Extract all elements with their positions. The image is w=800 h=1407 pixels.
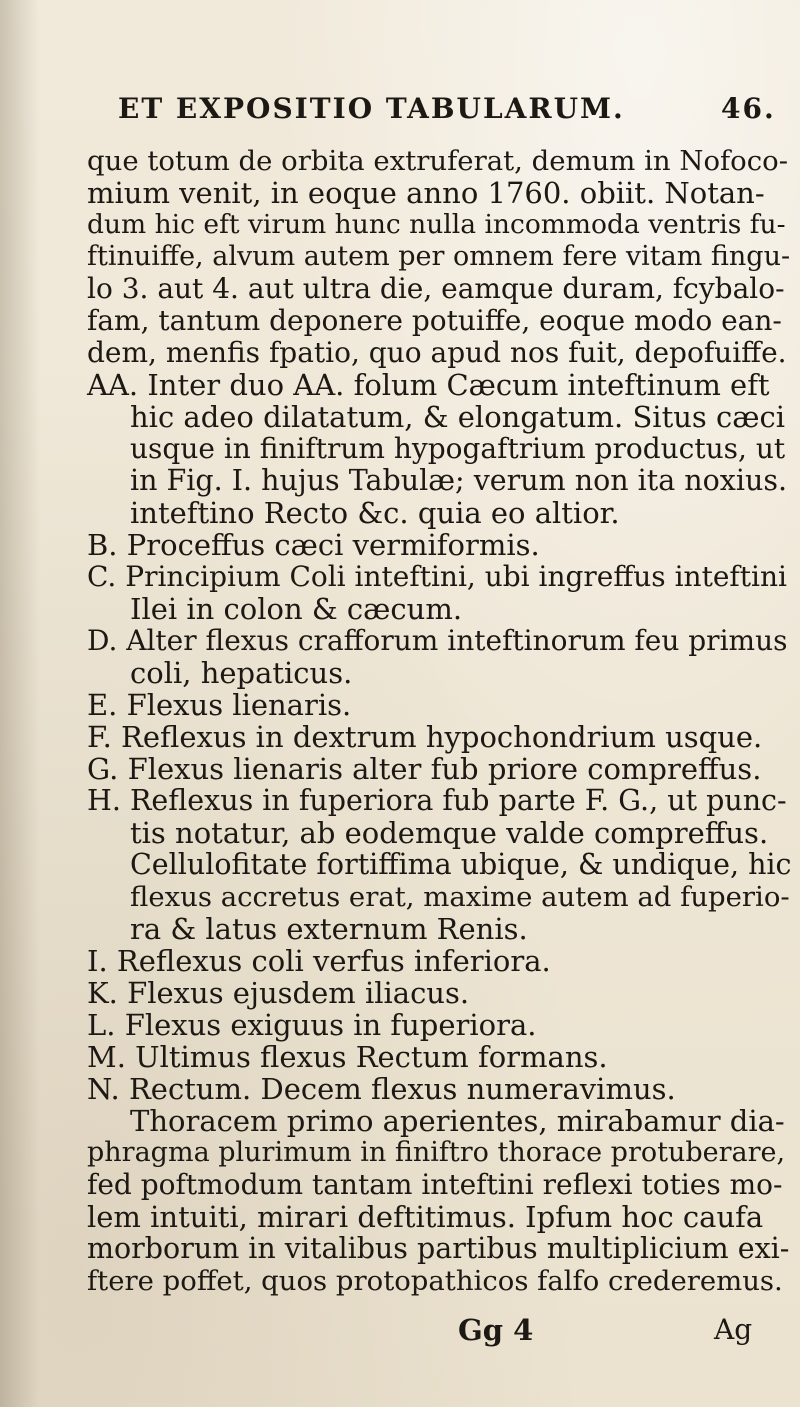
text-line: H. Reflexus in fuperiora fub parte F. G., ut punc- (87, 784, 787, 817)
text-line: Ilei in colon & cæcum. (130, 592, 463, 626)
text-line: hic adeo dilatatum, & elongatum. Situs cæci (130, 400, 786, 434)
text-line: flexus accretus erat, maxime autem ad fuperio- (130, 881, 790, 913)
text-line: fam, tantum deponere potuiffe, eoque modo ean- (87, 304, 782, 337)
text-line: C. Principium Coli inteftini, ubi ingreffus inteftini (87, 560, 787, 593)
text-line: inteftino Recto &c. quia eo altior. (130, 496, 620, 530)
text-line: B. Proceffus cæci vermiformis. (87, 528, 540, 562)
text-line: ra & latus externum Renis. (130, 912, 528, 946)
text-line: K. Flexus ejusdem iliacus. (87, 976, 470, 1010)
text-line: dum hic eft virum hunc nulla incommoda ventris fu- (87, 209, 786, 240)
text-line: E. Flexus lienaris. (87, 688, 352, 722)
text-line: fed poftmodum tantam inteftini reflexi toties mo- (87, 1168, 783, 1201)
catchword: Ag (714, 1313, 753, 1346)
text-line: lo 3. aut 4. aut ultra die, eamque duram, fcybalo- (87, 272, 785, 305)
text-line: AA. Inter duo AA. folum Cæcum inteftinum eft (87, 368, 770, 402)
text-line: G. Flexus lienaris alter fub priore compreffus. (87, 752, 762, 786)
text-line: usque in finiftrum hypogaftrium productus, ut (130, 432, 786, 465)
running-head-title: ET EXPOSITIO TABULARUM. (118, 92, 625, 125)
text-line: lem intuiti, mirari deftitimus. Ipfum hoc caufa (87, 1200, 764, 1234)
text-line: in Fig. I. hujus Tabulæ; verum non ita noxius. (130, 464, 788, 497)
spine-shadow (0, 0, 40, 1407)
text-line: phragma plurimum in finiftro thorace protuberare, (87, 1137, 786, 1168)
text-line: I. Reflexus coli verfus inferiora. (87, 944, 551, 978)
text-line: N. Rectum. Decem flexus numeravimus. (87, 1072, 676, 1106)
text-line: que totum de orbita extruferat, demum in Nofoco- (87, 145, 788, 177)
text-line: L. Flexus exiguus in fuperiora. (87, 1008, 537, 1042)
text-line: mium venit, in eoque anno 1760. obiit. Notan- (87, 176, 765, 210)
text-line: tis notatur, ab eodemque valde compreffus. (130, 816, 769, 850)
running-head (118, 92, 798, 125)
text-line: coli, hepaticus. (130, 656, 353, 690)
signature-mark: Gg 4 (458, 1313, 534, 1347)
text-line: Thoracem primo aperientes, mirabamur dia- (130, 1104, 785, 1138)
text-line: morborum in vitalibus partibus multiplicium exi- (87, 1232, 790, 1265)
text-line: dem, menfis fpatio, quo apud nos fuit, depofuiffe. (87, 336, 787, 369)
text-line: ftinuiffe, alvum autem per omnem fere vitam fingu- (87, 241, 791, 272)
page-number: 46. (721, 92, 776, 125)
text-line: D. Alter flexus crafforum inteftinorum feu primus (87, 624, 788, 657)
text-line: ftere poffet, quos protopathicos falfo crederemus. (87, 1265, 783, 1297)
text-line: F. Reflexus in dextrum hypochondrium usque. (87, 720, 763, 754)
text-line: Cellulofitate fortiffima ubique, & undique, hic (130, 848, 792, 881)
text-line: M. Ultimus flexus Rectum formans. (87, 1040, 608, 1074)
